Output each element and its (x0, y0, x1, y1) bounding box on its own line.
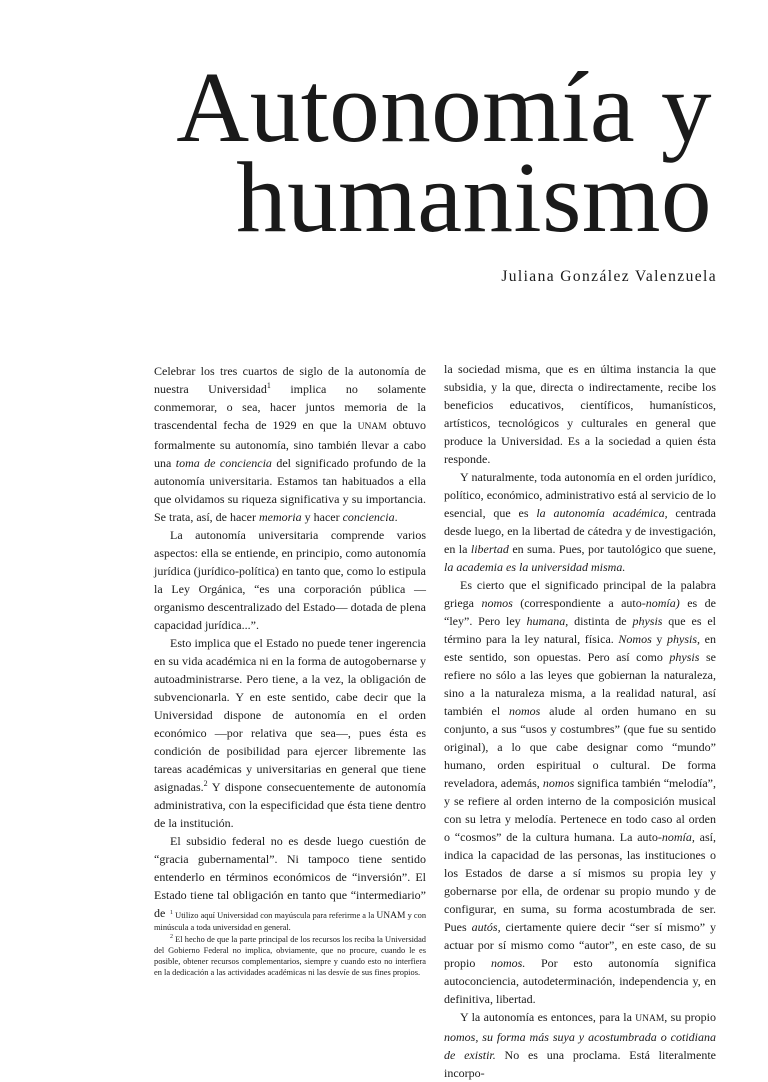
footnote-1: $^1$ Utilizo aquí Universidad con mayúscula para referirme a la UNAM y con minúscula a toda universidad en general. (154, 910, 427, 933)
right-paragraph-2: Y naturalmente, toda autonomía en el orden jurídico, político, económico, administrativo está al servicio de lo esencial, que es la autonomía académica, centrada desde luego, en la libertad de cátedra y de investigación, en la libertad en suma. Pues, por tautológico que suene, la academia es la universidad misma. (444, 470, 717, 574)
title-line-2: humanismo (236, 141, 712, 253)
author-byline: Juliana González Valenzuela (501, 268, 717, 285)
left-column (154, 362, 426, 922)
left-paragraph-3: Esto implica que el Estado no puede tener ingerencia en su vida académica ni en la forma de autogobernarse y autoadministrarse. Pero tiene, a la vez, la obligación de subvencionarla. Y en este sentido, cabe decir que la Universidad dispone de autonomía en el orden económico —por relativa que sea—, pues ésta es condición de posibilidad para ejercer libremente las tareas académicas y universitarias en general que tiene asignadas.$^2$ Y dispone consecuentemente de autonomía administrativa, con la especificidad que ésta tiene dentro de la institución. (154, 636, 426, 830)
footnotes (154, 910, 426, 979)
footnote-2: $^2$ El hecho de que la parte principal de los recursos los reciba la Universidad del Gobierno Federal no implica, obviamente, que no procure, cuando le es posible, obtener recursos complementarios, siempre y cuando esto no interfiera en la dedicación a las actividades académicas ni las desvíe de sus fines propios. (154, 933, 426, 978)
right-paragraph-3: Es cierto que el significado principal de la palabra griega nomos (correspondiente a auto-nomía) es de “ley”. Pero ley humana, distinta de physis que es el término para la ley natural, física. Nomos y physis, en este sentido, son opuestas. Pero así como physis se refiere no sólo a las leyes que gobiernan la naturaleza, sino a la naturaleza misma, a la realidad natural, así también el nomos alude al orden humano en su conjunto, a sus “usos y costumbres” (que fue su sentido original), a lo que cabe designar como “mundo” humano, orden espiritual o cultural. De forma reveladora, además, nomos significa también “melodía”, y se refiere al orden interno de la composición musical con su letra y melodía. Pertenece en todo caso al orden o “cosmos” de la cultura humana. La auto-nomía, así, indica la capacidad de las personas, las instituciones o los Estados de darse a sí mismos su propia ley y gobernarse por ella, de ordenar su propio mundo y de configurar, en suma, su forma acostumbrada de ser. Pues autós, ciertamente quiere decir “ser sí mismo” y actuar por sí mismo como “autor”, en este caso, de su propio nomos. Por esto autonomía significa autoconciencia, autodeterminación, independencia y, en definitiva, libertad. (444, 578, 717, 1006)
article-title (0, 51, 712, 253)
right-paragraph-4: Y la autonomía es entonces, para la UNAM, su propio nomos, su forma más suya y acostumbrada o cotidiana de existir. No es una proclama. Está literalmente incorpo- (444, 1010, 716, 1080)
left-paragraph-1: Celebrar los tres cuartos de siglo de la autonomía de nuestra Universidad$^1$ implica no solamente conmemorar, o sea, hacer juntos memoria de la trascendental fecha de 1929 en que la UNAM obtuvo formalmente su autonomía, sino también llevar a cabo una toma de conciencia del significado profundo de la autonomía universitaria. Estamos tan habituados a ella que olvidamos su riqueza significativa y su importancia. Se trata, así, de hacer memoria y hacer conciencia. (154, 364, 427, 524)
title-line-1: Autonomía y (176, 51, 712, 163)
footnote-ref-2: 2 (203, 779, 208, 788)
left-paragraph-2: La autonomía universitaria comprende varios aspectos: ella se entiende, en principio, como autonomía jurídica (jurídico-política) en tanto que, como lo estipula la Ley Orgánica, “es una corporación pública —organismo descentralizado del Estado— dotada de plena capacidad jurídica...”. (154, 528, 426, 632)
right-paragraph-1: la sociedad misma, que es en última instancia la que subsidia, y la que, directa o indirectamente, recibe los beneficios educativos, científicos, humanísticos, artísticos, tecnológicos y culturales en general que produce la Universidad. Es a la sociedad a quien ésta responde. (444, 362, 716, 466)
footnote-ref-1: 1 (266, 381, 271, 390)
right-column (444, 360, 716, 1082)
left-paragraph-4: El subsidio federal no es desde luego cuestión de “gracia gubernamental”. Ni tampoco tiene sentido entenderlo en términos económicos de “inversión”. El Estado tiene tal obligación en tanto que “intermediario” de (154, 834, 426, 920)
